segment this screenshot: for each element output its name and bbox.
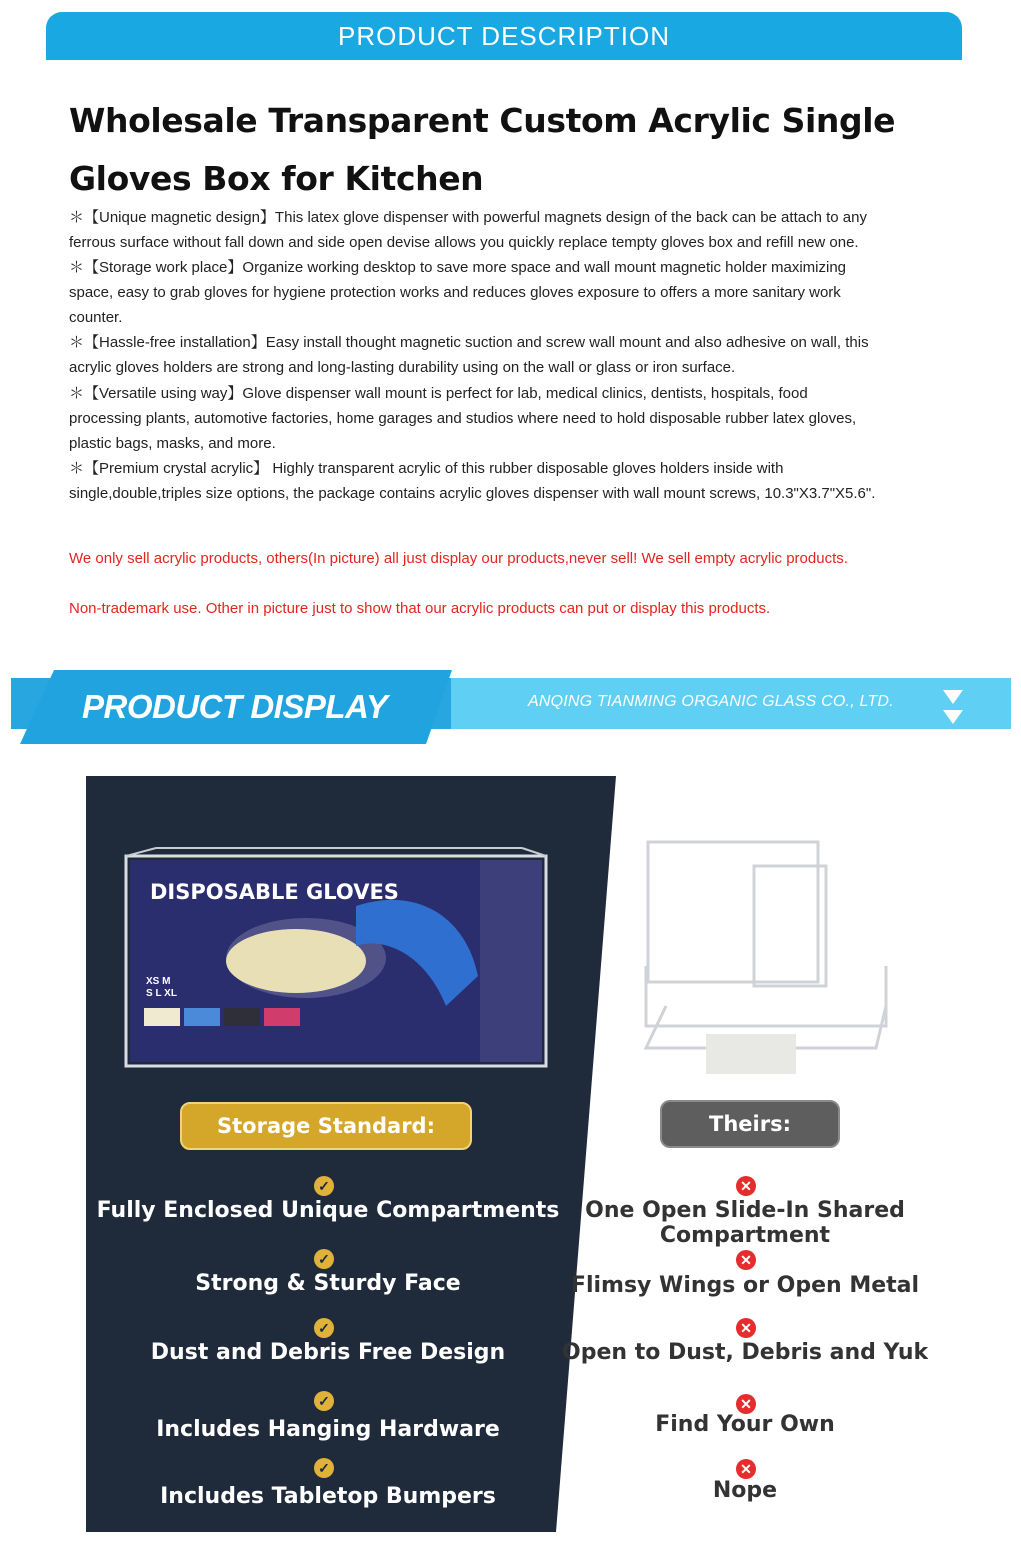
- left-item: Dust and Debris Free Design: [150, 1340, 506, 1365]
- company-name: ANQING TIANMING ORGANIC GLASS CO., LTD.: [528, 693, 894, 710]
- notice-no-sale: We only sell acrylic products, others(In picture) all just display our products,never sell! We sell empty acrylic products.: [69, 550, 848, 567]
- right-item: Flimsy Wings or Open Metal: [570, 1273, 920, 1298]
- right-item: One Open Slide-In Shared: [585, 1198, 905, 1223]
- cross-icon: ✕: [736, 1176, 756, 1196]
- right-item: Nope: [712, 1478, 778, 1503]
- right-item: Find Your Own: [655, 1412, 835, 1437]
- left-item: Includes Tabletop Bumpers: [160, 1484, 496, 1509]
- check-icon: ✓: [314, 1391, 334, 1411]
- cross-icon: ✕: [736, 1318, 756, 1338]
- chevron-down-icon: [938, 688, 968, 730]
- right-item: Compartment: [659, 1223, 831, 1248]
- comparison-image: [86, 776, 928, 1532]
- desc-line: space, easy to grab gloves for hygiene protection works and reduces gloves exposure to offers a more sanitary work: [69, 284, 841, 301]
- right-item: Open to Dust, Debris and Yuk: [562, 1340, 928, 1365]
- desc-line: counter.: [69, 309, 123, 326]
- desc-line: ferrous surface without fall down and side open devise allows you quickly replace tempty gloves box and refill new one.: [69, 234, 859, 251]
- notice-non-trademark: Non-trademark use. Other in picture just to show that our acrylic products can put or display this products.: [69, 600, 771, 617]
- left-item: Includes Hanging Hardware: [156, 1417, 500, 1442]
- right-heading: Theirs:: [660, 1100, 840, 1148]
- product-title-line-2: Gloves Box for Kitchen: [69, 159, 484, 198]
- left-heading: Storage Standard:: [180, 1102, 472, 1150]
- cross-icon: ✕: [736, 1250, 756, 1270]
- desc-line: ＊【Unique magnetic design】This latex glove dispenser with powerful magnets design of the back can be attach to any: [69, 209, 867, 226]
- size-label-1: XS M: [146, 976, 171, 987]
- left-item: Strong & Sturdy Face: [195, 1271, 461, 1296]
- desc-line: ＊【Storage work place】Organize working desktop to save more space and wall mount magnetic holder maximizing: [69, 259, 847, 276]
- desc-line: plastic bags, masks, and more.: [69, 435, 276, 452]
- cross-icon: ✕: [736, 1394, 756, 1414]
- product-title: [69, 92, 949, 208]
- section-header-description: [46, 12, 962, 60]
- desc-line: ＊【Premium crystal acrylic】 Highly transparent acrylic of this rubber disposable gloves holders inside with: [69, 460, 784, 477]
- box-label: DISPOSABLE GLOVES: [150, 880, 399, 904]
- check-icon: ✓: [314, 1318, 334, 1338]
- left-item: Fully Enclosed Unique Compartments: [96, 1198, 560, 1223]
- product-display-title: PRODUCT DISPLAY: [82, 688, 388, 725]
- desc-line: processing plants, automotive factories, home garages and studios where need to hold disposable rubber latex gloves,: [69, 410, 857, 427]
- desc-line: ＊【Versatile using way】Glove dispenser wall mount is perfect for lab, medical clinics, dentists, hospitals, food: [69, 385, 808, 402]
- size-label-2: S L XL: [146, 988, 177, 999]
- desc-line: acrylic gloves holders are strong and long-lasting durability using on the wall or glass or iron surface.: [69, 359, 736, 376]
- desc-line: ＊【Hassle-free installation】Easy install thought magnetic suction and screw wall mount and also adhesive on wall, this: [69, 334, 869, 351]
- check-icon: ✓: [314, 1249, 334, 1269]
- desc-line: single,double,triples size options, the package contains acrylic gloves dispenser with wall mount screws, 10.3"X3.7"X5.6".: [69, 485, 876, 502]
- check-icon: ✓: [314, 1458, 334, 1478]
- product-title-line-1: Wholesale Transparent Custom Acrylic Single: [69, 101, 896, 140]
- cross-icon: ✕: [736, 1459, 756, 1479]
- section-header-title: PRODUCT DESCRIPTION: [338, 21, 670, 51]
- check-icon: ✓: [314, 1176, 334, 1196]
